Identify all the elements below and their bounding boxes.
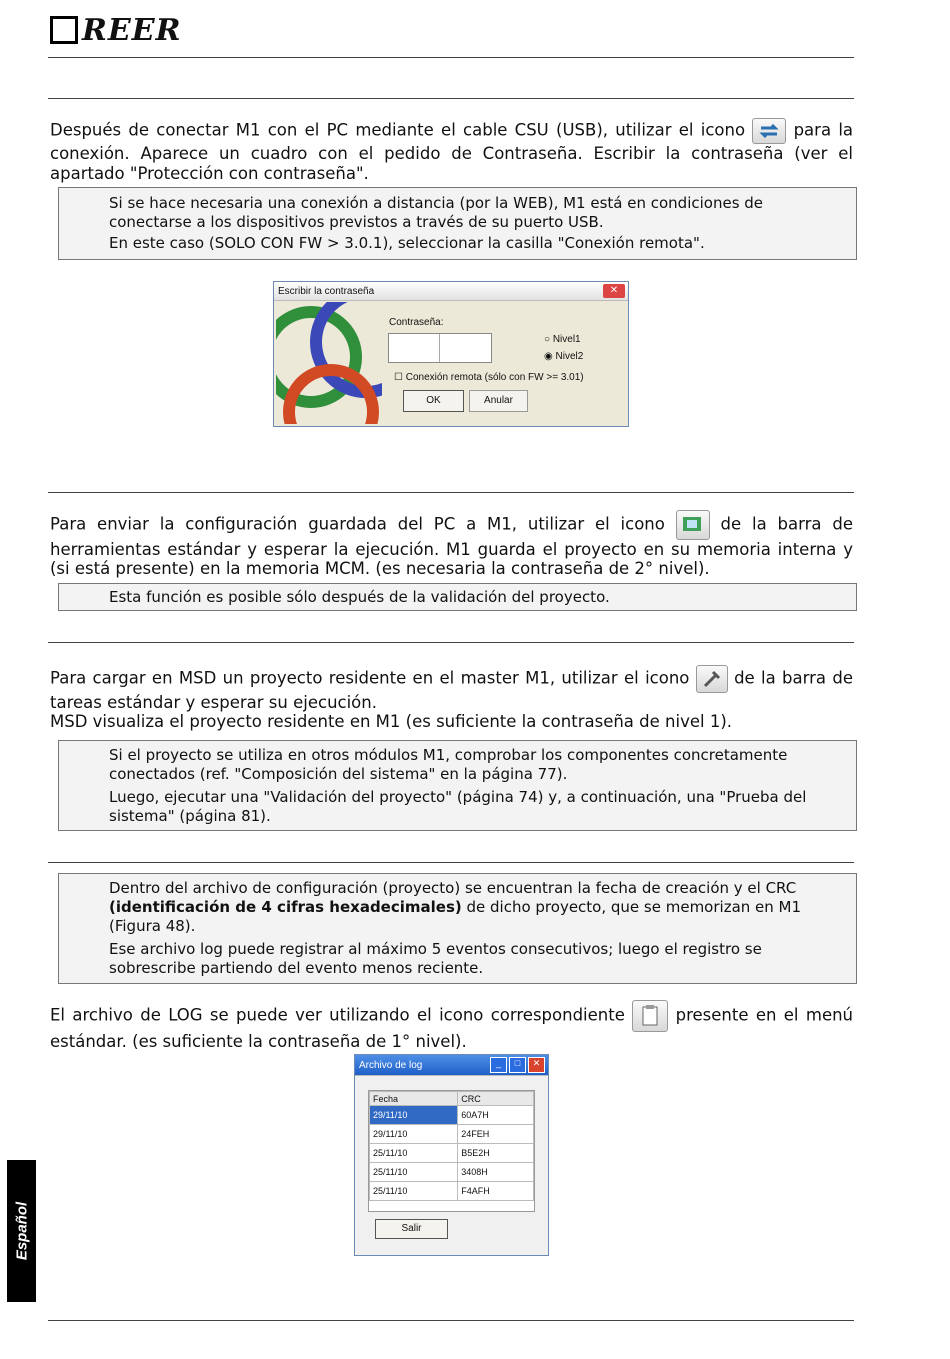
log-dialog [354,1054,549,1256]
exit-button[interactable]: Salir [375,1219,448,1239]
log-paragraph: El archivo de LOG se puede ver utilizando el icono correspondiente presente en el menú estándar. (es suficiente la contraseña de 1° nivel). [50,1000,853,1052]
table-row[interactable]: 25/11/10 F4AFH [370,1182,534,1201]
table-row[interactable]: 25/11/10 3408H [370,1163,534,1182]
log-icon [632,1000,668,1032]
upload-paragraph: Para cargar en MSD un proyecto residente en el master M1, utilizar el icono de la barra de tareas estándar y esperar su ejecución. [50,665,853,713]
table-row[interactable]: 29/11/10 24FEH [370,1125,534,1144]
section-divider [48,642,854,643]
note-box: Si se hace necesaria una conexión a distancia (por la WEB), M1 está en condiciones de conectarse a los dispositivos previstos a través de su puerto USB. En este caso (SOLO CON FW > 3.0.1), seleccionar la casilla "Conexión remota". [58,187,857,260]
send-paragraph: Para enviar la configuración guardada del PC a M1, utilizar el icono de la barra de herramientas estándar y esperar la ejecución. M1 guarda el proyecto en su memoria interna y (si está presente) en la memoria MCM. (es necesaria la contraseña de 2° nivel). [50,510,853,578]
cancel-button[interactable]: Anular [469,390,528,412]
maximize-icon[interactable]: □ [509,1057,526,1073]
nivel2-radio[interactable]: ◉ Nivel2 [544,351,584,362]
connect-paragraph: Después de conectar M1 con el PC mediante el cable CSU (USB), utilizar el icono para la conexión. Aparece un cuadro con el pedido de Contraseña. Escribir la contraseña (ver el apartado "Protección con contraseña". [50,118,853,184]
password-dialog: Escribir la contraseña ✕ Contraseña: ○ Nivel1 ◉ Nivel2 ☐ Conexión remota (sólo con FW >= 3.01) OK Anular [273,281,629,427]
reer-logo [50,14,182,46]
rings-graphic [276,302,382,424]
dialog-titlebar: Escribir la contraseña ✕ [274,282,628,301]
minimize-icon[interactable]: _ [490,1057,507,1073]
password-input[interactable] [388,333,492,363]
nivel1-radio[interactable]: ○ Nivel1 [544,334,581,345]
brand-name: REER [82,12,182,48]
language-tab: Español [7,1160,36,1302]
ok-button[interactable]: OK [403,390,464,412]
note-box: Dentro del archivo de configuración (proyecto) se encuentran la fecha de creación y el CRC (identificación de 4 cifras hexadecimales) de dicho proyecto, que se memorizan en M1 (Figura 48). Ese archivo log puede registrar al máximo 5 eventos consecutivos; luego el registro se sobrescribe partiendo del evento menos reciente. [58,873,857,984]
logo-mark-icon [50,16,78,44]
connect-icon [752,118,786,144]
header-divider [48,57,854,58]
log-table: Fecha CRC 29/11/10 60A7H 29/11/10 24FEH 25/11/10 B5E2H 25/11/10 3408H 25/11/10 F4AFH [368,1090,535,1212]
note-box: Si el proyecto se utiliza en otros módulos M1, comprobar los componentes concretamente conectados (ref. "Composición del sistema" en la página 77). Luego, ejecutar una "Validación del proyecto" (página 74) y, a continuación, una "Prueba del sistema" (página 81). [58,740,857,831]
close-icon[interactable]: ✕ [603,284,625,298]
table-row[interactable]: 25/11/10 B5E2H [370,1144,534,1163]
note-box: Esta función es posible sólo después de la validación del proyecto. [58,583,857,611]
section-divider [48,492,854,493]
dialog-titlebar: Archivo de log _ □ ✕ [355,1055,548,1076]
table-row[interactable]: 29/11/10 60A7H [370,1106,534,1125]
section-divider [48,862,854,863]
footer-divider [48,1320,854,1321]
close-icon[interactable]: ✕ [528,1057,545,1073]
remote-connection-checkbox[interactable]: ☐ Conexión remota (sólo con FW >= 3.01) [394,372,584,383]
section-divider [48,98,854,99]
upload-paragraph-2: MSD visualiza el proyecto residente en M1 (es suficiente la contraseña de nivel 1). [50,712,732,731]
send-icon [676,510,710,540]
upload-icon [696,665,728,693]
